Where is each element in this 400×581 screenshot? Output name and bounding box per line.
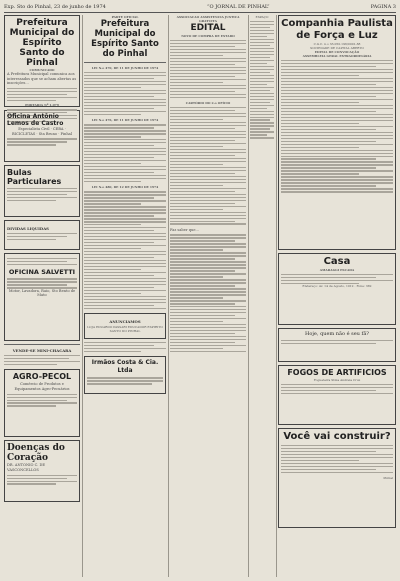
construir-footer: Pinhal (383, 476, 393, 481)
cia-sociedade: SOCIEDADE DE CAPITAL ABERTO (310, 46, 364, 50)
cartorio-heading: CARTÓRIO DO 2.o OFÍCIO (185, 101, 231, 106)
column-4 (250, 15, 274, 577)
casa-sub: AMARAGGI ESCADA (319, 268, 355, 272)
fogos-ad (278, 365, 396, 425)
lei-480: LEI N.o 480, DE 12 DE JUNHO DE 1974 (91, 185, 159, 190)
agro-title: AGRO-PECOL (12, 372, 72, 382)
column-rule (248, 15, 249, 577)
agro-ad (4, 369, 80, 437)
anunciamos-box (84, 313, 166, 339)
anunciamos-text: LOJA EDUARDO PASSARI EDUCADOR ESPIRITO SANTO DO PINHAL (87, 325, 163, 334)
col2-title: Prefeitura Municipal do Espírito Santo do Pinhal (91, 19, 159, 59)
oficina-text: Especialista Civil · CEBA · BICICLETAS · Sta Bruno · Pinhal (12, 127, 72, 136)
header-paper-name: “O JORNAL DE PINHAL” (206, 4, 270, 10)
assoc-heading: ASSOCIACAO ASSISTENCIA JUSTICA GRATUITA (176, 15, 240, 23)
hoje-title: Hoje, quem não é seu fã? (305, 331, 369, 337)
vende-title: VENDE-SE MINI-CHACARA (12, 348, 72, 353)
casa-text: Endereço: Av. 14 de Agosto, 1012 · Fone: 382 (302, 284, 372, 289)
parte-oficial: PARTE OFICIAL (111, 15, 139, 19)
portaria-heading: PORTARIA Nº 1.079 (25, 103, 59, 108)
comunicado-heading: COMUNICADO (29, 68, 55, 72)
novo-heading: NOVO DE COMPRA DE ESTADO (181, 34, 235, 38)
column-rule (168, 15, 169, 577)
irmaos-costa-ad (84, 356, 166, 394)
col4-label: ESPAÇO (255, 15, 269, 19)
edital-title: EDITAL (190, 23, 226, 33)
fogos-title: FOGOS DE ARTIFICIOS (287, 368, 387, 377)
column-rule (276, 15, 277, 577)
aviso-text: A Prefeitura Municipal comunica aos interessados que se acham abertas as inscrições... (7, 72, 77, 86)
dividas-title: DIVIDAS LIQUIDAS (7, 226, 49, 231)
column-rule (82, 15, 83, 577)
coracao-ad (4, 440, 80, 502)
construir-title: Você vai construir? (283, 431, 391, 442)
column-3 (170, 15, 246, 577)
cia-edital: EDITAL DE CONVOCAÇÃO (314, 50, 360, 54)
oficina-title: Oficina Antônio Lemos de Castro (7, 113, 64, 127)
casa-title: Casa (323, 256, 351, 267)
anunciamos-title: ANUNCIAMOS (109, 319, 141, 325)
irmaos-title: Irmãos Costa & Cia. Ltda (91, 359, 159, 375)
cia-paulista-notice (278, 15, 396, 250)
coracao-title: Doenças do Coração (7, 443, 65, 464)
column-1 (4, 15, 80, 577)
prefeitura-title: Prefeitura Municipal do Espírito Santo do Pinhal (9, 18, 75, 68)
construir-ad (278, 428, 396, 528)
column-5 (278, 15, 396, 577)
salvetti-text: Motor, Lavadora, Raio, Sto Bento de Mato (8, 288, 76, 298)
cia-cgc: C.G.C. n.o 33.050.196/0001-88 (313, 42, 361, 46)
prefeitura-notice (4, 15, 80, 107)
salvetti-ad (4, 253, 80, 341)
header-date: Exp. Sto do Pinhal, 23 de junho de 1974 (4, 4, 106, 10)
lei-476: LEI N.o 476, DE 11 DE JUNHO DE 1974 (91, 118, 159, 123)
casa-ad (278, 253, 396, 325)
header-page-number: PAGINA 3 (370, 4, 396, 10)
salvetti-title: OFICINA SALVETTI (8, 268, 76, 277)
column-2 (84, 15, 166, 577)
cia-assembleia: ASSEMBLEIA GERAL EXTRAORDINÁRIA (302, 54, 372, 58)
bulas-ad (4, 165, 80, 217)
bulas-title: Bulas Particulares (7, 168, 62, 186)
hoje-ad (278, 328, 396, 362)
coracao-text: DR. ANTONIO C. DE VASCONCELLOS (7, 463, 46, 472)
page-header (4, 3, 396, 13)
nota-text: Faz saber que... (170, 227, 199, 232)
fogos-text: Fogueteira Stma Andreia Cruz (313, 378, 361, 382)
lei-470: LEI N.o 470, DE 11 DE JUNHO DE 1974 (91, 66, 159, 70)
cia-title: Companhia Paulista de Força e Luz (281, 18, 393, 41)
dividas-notice (4, 220, 80, 250)
agro-text: Comércio de Produtos e Equipamentos Agro-Pecuários (14, 382, 70, 391)
